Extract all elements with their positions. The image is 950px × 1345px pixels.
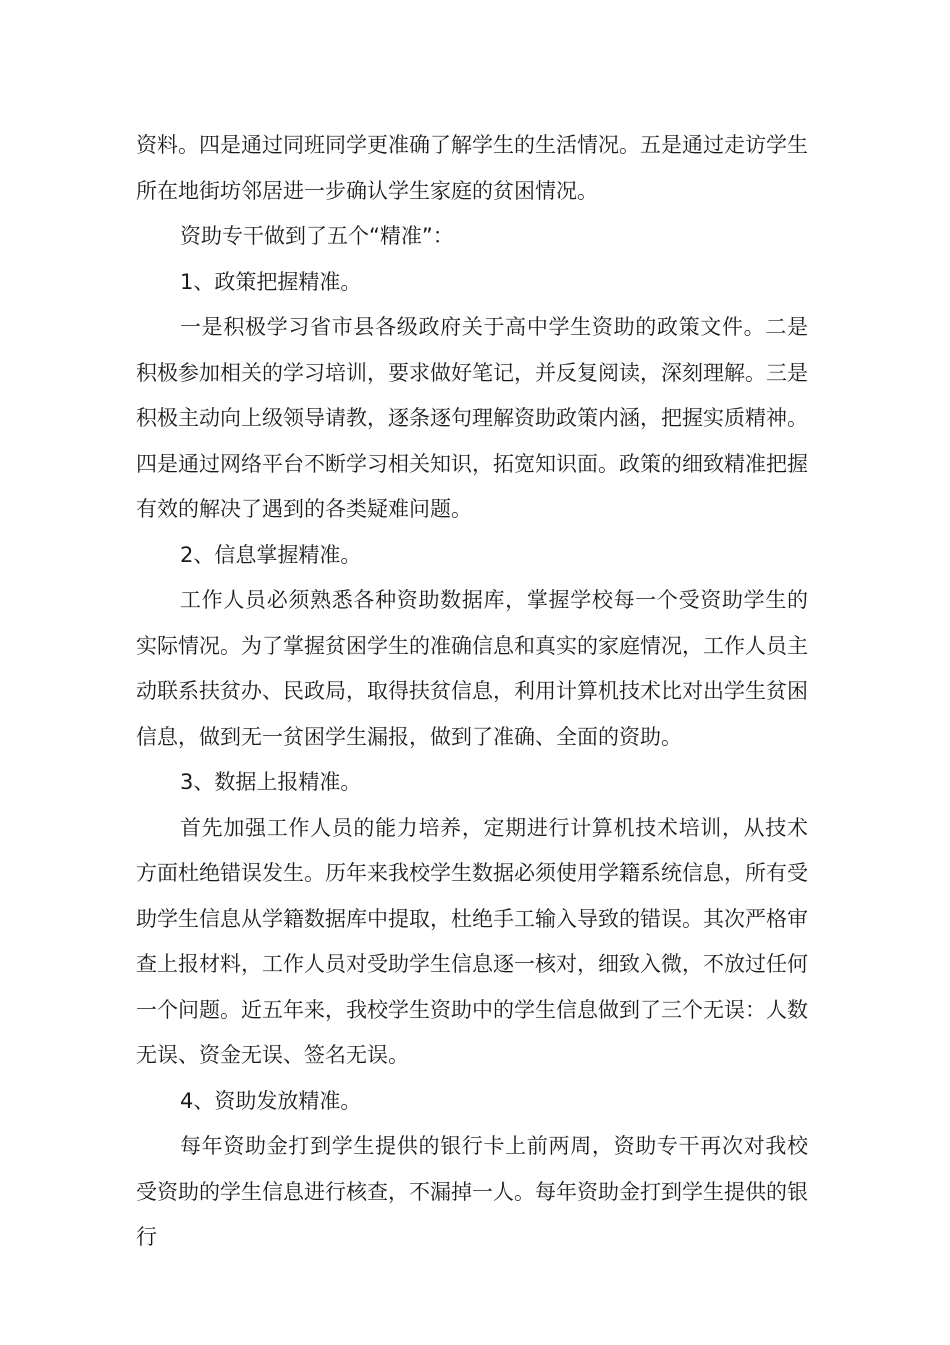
paragraph-distribution: 每年资助金打到学生提供的银行卡上前两周，资助专干再次对我校受资助的学生信息进行核查，不漏掉一人。每年资助金打到学生提供的银行	[136, 1134, 808, 1249]
heading-policy-precise: 1、政策把握精准。	[180, 269, 362, 294]
paragraph-info: 工作人员必须熟悉各种资助数据库，掌握学校每一个受资助学生的实际情况。为了掌握贫困学生的准确信息和真实的家庭情况，工作人员主动联系扶贫办、民政局，取得扶贫信息，利用计算机技术比对出学生贫困信息，做到无一贫困学生漏报，做到了准确、全面的资助。	[136, 588, 808, 749]
paragraph-five-precise-intro: 资助专干做到了五个“精准”：	[180, 224, 454, 248]
document-body	[136, 123, 808, 1261]
heading-distribution-precise: 4、资助发放精准。	[180, 1088, 362, 1113]
heading-info-precise: 2、信息掌握精准。	[180, 542, 362, 567]
paragraph-continued: 资料。四是通过同班同学更准确了解学生的生活情况。五是通过走访学生所在地街坊邻居进一步确认学生家庭的贫困情况。	[136, 133, 808, 203]
heading-data-report-precise: 3、数据上报精准。	[180, 770, 362, 794]
paragraph-data-report: 首先加强工作人员的能力培养，定期进行计算机技术培训，从技术方面杜绝错误发生。历年来我校学生数据必须使用学籍系统信息，所有受助学生信息从学籍数据库中提取，杜绝手工输入导致的错误。其次严格审查上报材料，工作人员对受助学生信息逐一核对，细致入微，不放过任何一个问题。近五年来，我校学生资助中的学生信息做到了三个无误：人数无误、资金无误、签名无误。	[136, 815, 808, 1067]
paragraph-policy: 一是积极学习省市县各级政府关于高中学生资助的政策文件。二是积极参加相关的学习培训，要求做好笔记，并反复阅读，深刻理解。三是积极主动向上级领导请教，逐条逐句理解资助政策内涵，把握实质精神。四是通过网络平台不断学习相关知识，拓宽知识面。政策的细致精准把握有效的解决了遇到的各类疑难问题。	[136, 315, 808, 521]
